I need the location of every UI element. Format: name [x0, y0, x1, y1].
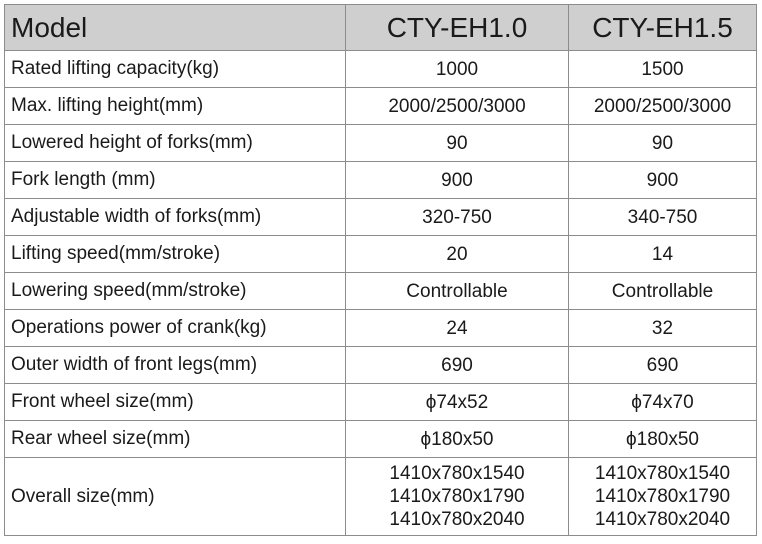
table-row — [5, 384, 757, 421]
cell-cty-eh1-0: ϕ180x50 — [346, 421, 569, 458]
cell-cty-eh1-5: 900 — [569, 162, 757, 199]
cell-cty-eh1-5: 340-750 — [569, 199, 757, 236]
cell-cty-eh1-0: 20 — [346, 236, 569, 273]
cell-cty-eh1-0: ϕ74x52 — [346, 384, 569, 421]
cell-cty-eh1-0 — [346, 458, 569, 536]
cell-cty-eh1-5: Controllable — [569, 273, 757, 310]
cell-cty-eh1-5: 90 — [569, 125, 757, 162]
header-model-cty-eh1-0: CTY-EH1.0 — [346, 5, 569, 51]
cell-cty-eh1-0: 2000/2500/3000 — [346, 88, 569, 125]
row-label: Lifting speed(mm/stroke) — [5, 236, 346, 273]
cell-cty-eh1-0: 900 — [346, 162, 569, 199]
cell-cty-eh1-0: 320-750 — [346, 199, 569, 236]
cell-cty-eh1-0: 1000 — [346, 51, 569, 88]
cell-cty-eh1-5 — [569, 458, 757, 536]
spec-table — [4, 4, 757, 536]
size-line: 1410x780x1540 — [389, 463, 525, 484]
cell-cty-eh1-5: 32 — [569, 310, 757, 347]
table-row — [5, 51, 757, 88]
size-line: 1410x780x1790 — [389, 486, 525, 507]
table-row — [5, 162, 757, 199]
table-row — [5, 199, 757, 236]
header-model-label: Model — [5, 5, 346, 51]
table-row — [5, 310, 757, 347]
row-label: Lowered height of forks(mm) — [5, 125, 346, 162]
row-label: Front wheel size(mm) — [5, 384, 346, 421]
cell-cty-eh1-0: 90 — [346, 125, 569, 162]
table-row — [5, 273, 757, 310]
cell-cty-eh1-0: 24 — [346, 310, 569, 347]
table-row — [5, 236, 757, 273]
size-line: 1410x780x1790 — [594, 486, 731, 507]
row-label: Max. lifting height(mm) — [5, 88, 346, 125]
table-row — [5, 125, 757, 162]
row-label: Rated lifting capacity(kg) — [5, 51, 346, 88]
table-row-overall-size — [5, 458, 757, 536]
table-row — [5, 347, 757, 384]
row-label: Rear wheel size(mm) — [5, 421, 346, 458]
row-label: Fork length (mm) — [5, 162, 346, 199]
cell-cty-eh1-5: 1500 — [569, 51, 757, 88]
cell-cty-eh1-0: Controllable — [346, 273, 569, 310]
row-label: Overall size(mm) — [5, 458, 346, 536]
header-row — [5, 5, 757, 51]
table-row — [5, 421, 757, 458]
cell-cty-eh1-5: 14 — [569, 236, 757, 273]
cell-cty-eh1-0: 690 — [346, 347, 569, 384]
table-row — [5, 88, 757, 125]
size-line: 1410x780x2040 — [594, 509, 731, 530]
cell-cty-eh1-5: 690 — [569, 347, 757, 384]
size-line: 1410x780x2040 — [389, 509, 525, 530]
cell-cty-eh1-5: ϕ180x50 — [569, 421, 757, 458]
header-model-cty-eh1-5: CTY-EH1.5 — [569, 5, 757, 51]
size-line: 1410x780x1540 — [594, 463, 731, 484]
row-label: Operations power of crank(kg) — [5, 310, 346, 347]
cell-cty-eh1-5: ϕ74x70 — [569, 384, 757, 421]
cell-cty-eh1-5: 2000/2500/3000 — [569, 88, 757, 125]
row-label: Adjustable width of forks(mm) — [5, 199, 346, 236]
row-label: Lowering speed(mm/stroke) — [5, 273, 346, 310]
row-label: Outer width of front legs(mm) — [5, 347, 346, 384]
